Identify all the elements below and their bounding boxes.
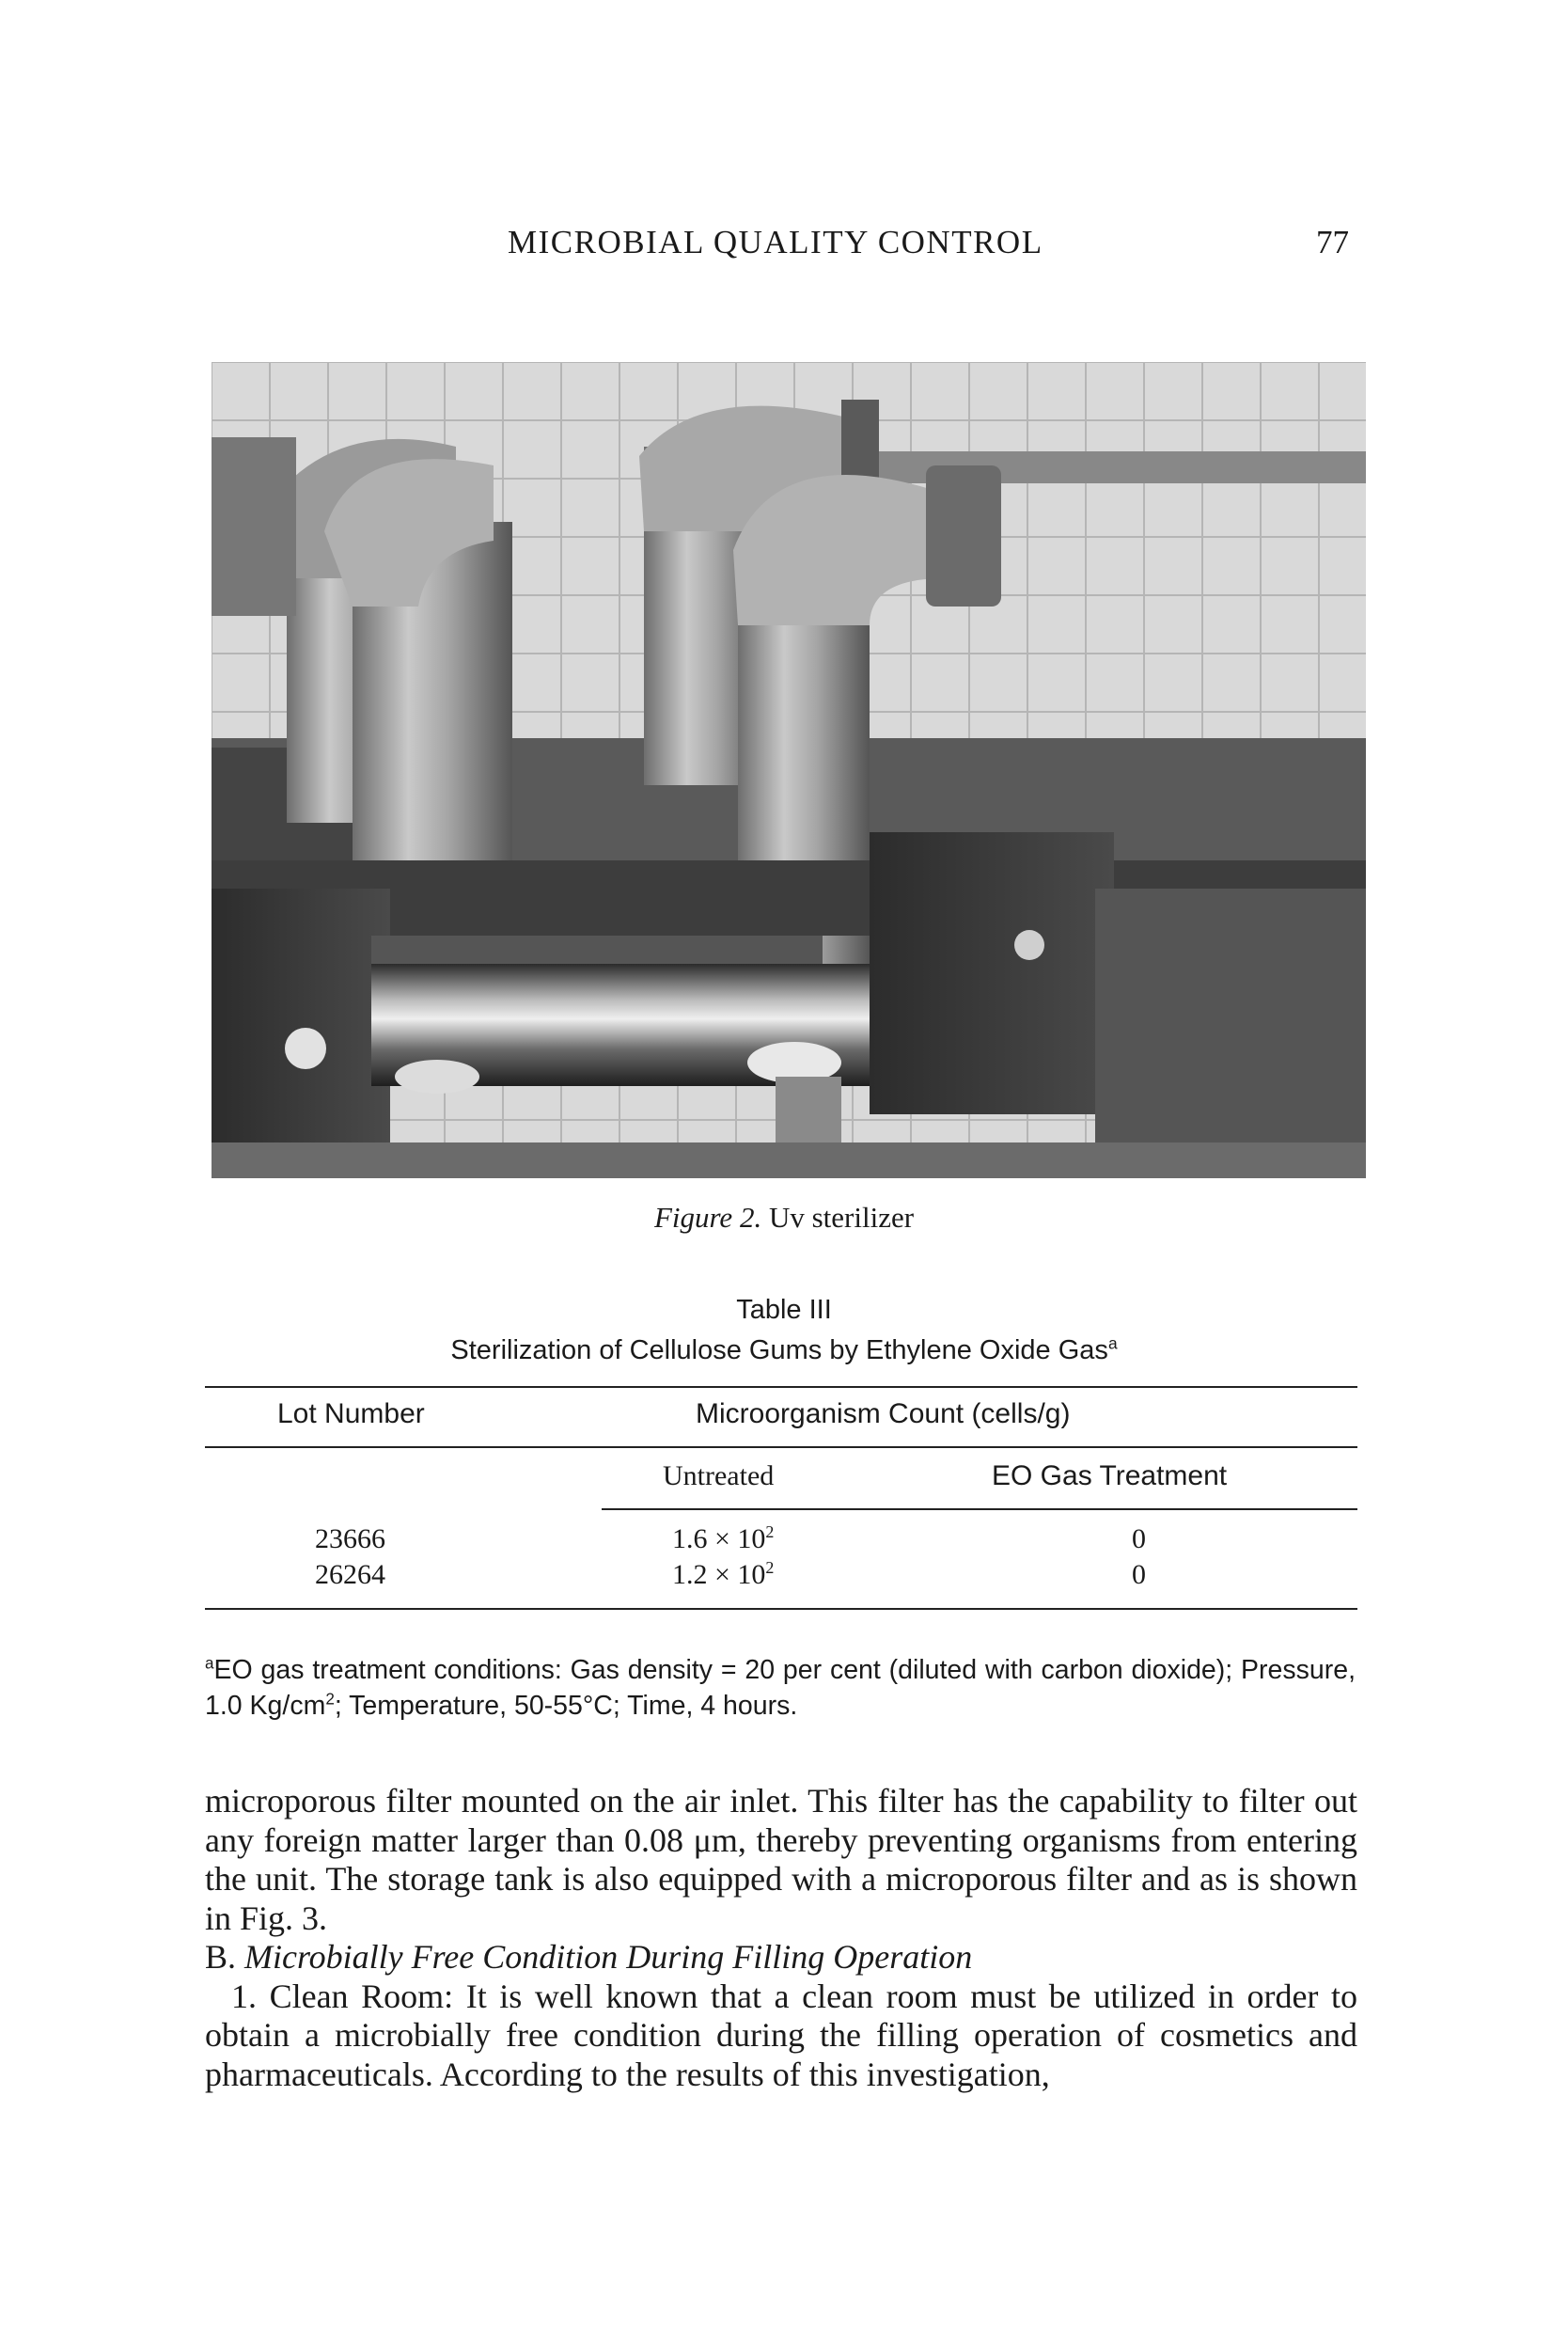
- table-footnote: [205, 1652, 1356, 1724]
- uv-sterilizer-photo: [212, 362, 1366, 1178]
- paragraph: 1. Clean Room: It is well known that a clean room must be utilized in order to obtain a microbially free condition during the filling operation of cosmetics and pharmaceuticals. According to the results of this investigation,: [205, 1977, 1357, 2093]
- table-row-untreated: $1.6 \times 10^2$: [672, 1522, 775, 1554]
- uv-sterilizer-illustration: [212, 362, 1366, 1178]
- running-head: MICROBIAL QUALITY CONTROL: [508, 224, 1043, 260]
- table-subtitle-footnote-mark: a: [1107, 1333, 1118, 1353]
- footnote-text-b: ; Temperature, 50-55°C; Time, 4 hours.: [334, 1691, 798, 1721]
- figure-caption-text: Uv sterilizer: [768, 1201, 915, 1234]
- table-subheader-rule: [602, 1508, 1357, 1510]
- column-header-microorganism-count: Microorganism Count (cells/g): [696, 1398, 1071, 1429]
- table-header-rule: [205, 1446, 1357, 1448]
- table-row-lot: 23666: [315, 1523, 385, 1554]
- section-heading: B. Microbially Free Condition During Filling Operation: [205, 1938, 973, 1976]
- table-row-eo: 0: [1132, 1523, 1146, 1554]
- column-header-untreated: Untreated: [663, 1460, 775, 1491]
- footnote-mark: a: [205, 1654, 214, 1673]
- column-header-lot-number: Lot Number: [277, 1398, 425, 1429]
- footnote-exponent: 2: [325, 1690, 335, 1709]
- table-subtitle-text: Sterilization of Cellulose Gums by Ethylene Oxide Gas: [450, 1335, 1108, 1365]
- table-title: Table III: [736, 1295, 832, 1325]
- body-text: [205, 1782, 1357, 2094]
- footnote-text-a: EO gas treatment conditions: Gas density = 20 per cent (diluted with carbon dioxide); Pressure, 1.0 Kg/cm: [205, 1655, 1356, 1721]
- figure-caption: [0, 1201, 1568, 1235]
- paragraph: microporous filter mounted on the air inlet. This filter has the capability to filter out any foreign matter larger than 0.08 μm, thereby preventing organisms from entering the unit. The storage tank is also equipped with a microporous filter and as is shown in Fig. 3.: [205, 1782, 1357, 1937]
- table-top-rule: [205, 1386, 1357, 1388]
- figure-label: Figure 2.: [653, 1201, 762, 1234]
- page-number: 77: [1316, 224, 1349, 260]
- page-header: [0, 224, 1568, 271]
- table-subtitle: [0, 1335, 1568, 1366]
- table-row-untreated: $1.2 \times 10^2$: [672, 1558, 775, 1590]
- table-row-eo: 0: [1132, 1559, 1146, 1590]
- table-row-lot: 26264: [315, 1559, 385, 1590]
- column-header-eo-gas-treatment: EO Gas Treatment: [992, 1460, 1228, 1491]
- table-bottom-rule: [205, 1608, 1357, 1610]
